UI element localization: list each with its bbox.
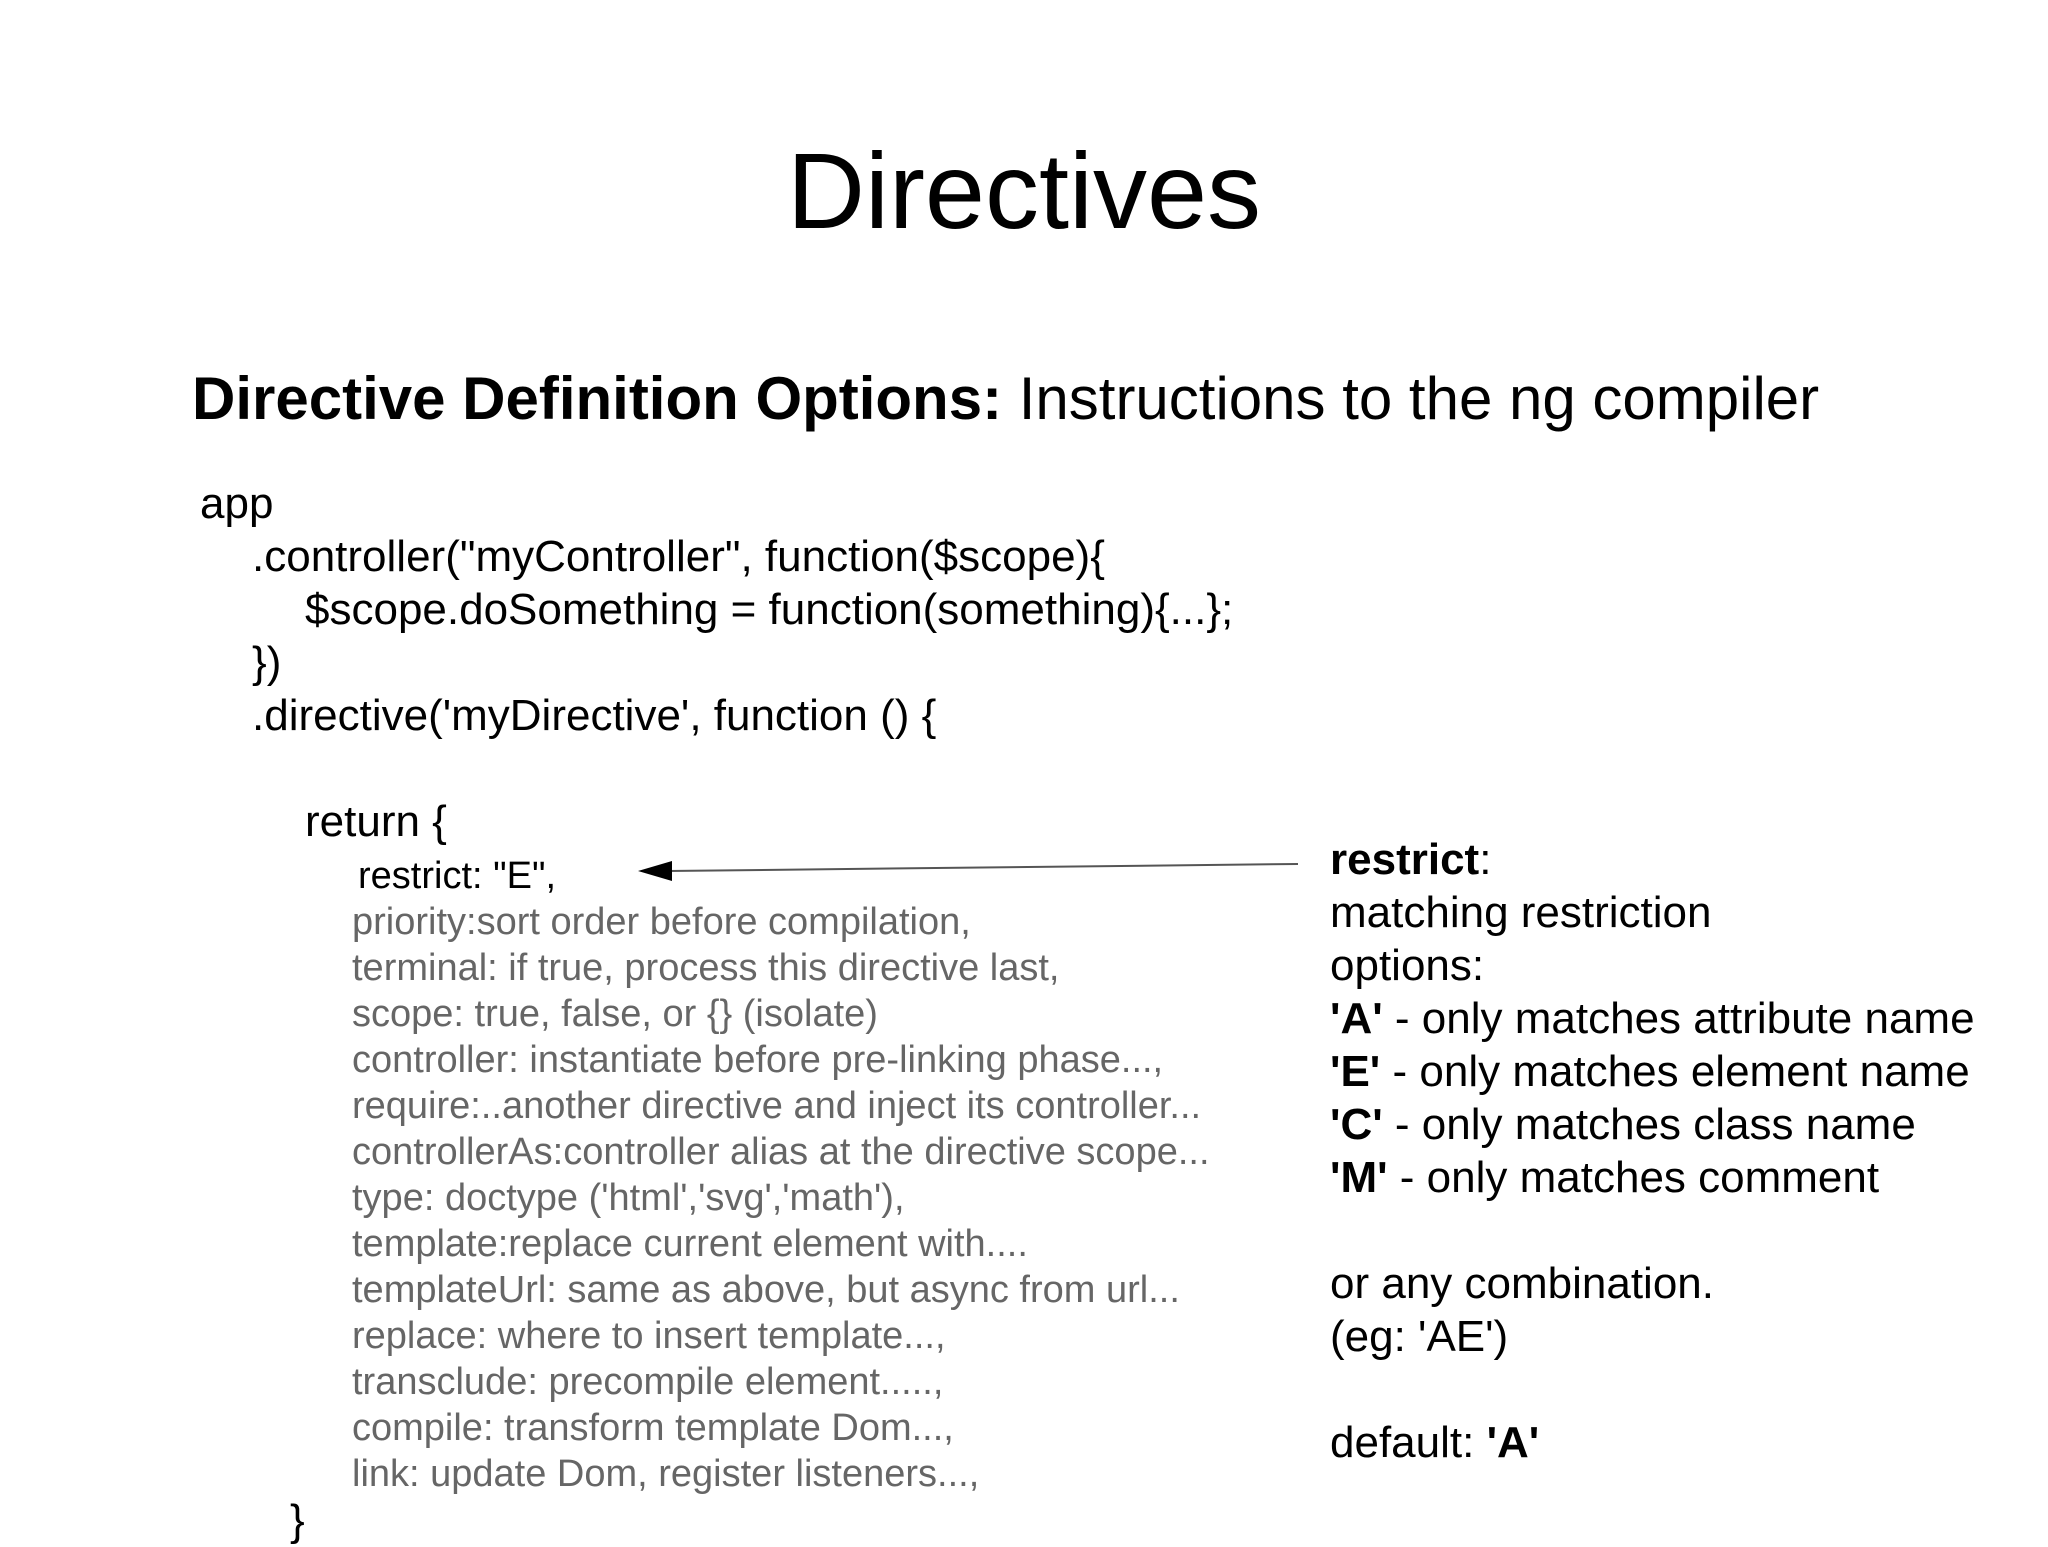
option-restrict: restrict: "E", <box>358 855 556 897</box>
option-require: require:..another directive and inject its controller... <box>352 1085 1202 1127</box>
code-line-directive: .directive('myDirective', function () { <box>252 691 937 740</box>
option-compile: compile: transform template Dom..., <box>352 1407 954 1449</box>
code-line-controller: .controller("myController", function($scope){ <box>252 532 1105 581</box>
note-heading: restrict: <box>1330 835 1492 884</box>
note-item-e: 'E' - only matches element name <box>1330 1047 1970 1096</box>
code-line-close-controller: }) <box>252 638 282 687</box>
subtitle-bold: Directive Definition Options: <box>192 365 1003 432</box>
slide-title: Directives <box>786 130 1262 251</box>
arrow-head-icon <box>638 861 672 881</box>
option-scope: scope: true, false, or {} (isolate) <box>352 993 878 1035</box>
note-line-2: options: <box>1330 941 1485 990</box>
subtitle-rest: Instructions to the ng compiler <box>1002 365 1820 432</box>
note-combo-1: or any combination. <box>1330 1259 1714 1308</box>
option-replace: replace: where to insert template..., <box>352 1315 946 1357</box>
note-item-m: 'M' - only matches comment <box>1330 1153 1880 1202</box>
option-terminal: terminal: if true, process this directive last, <box>352 947 1060 989</box>
option-priority: priority:sort order before compilation, <box>352 901 971 943</box>
option-controller: controller: instantiate before pre-linking phase..., <box>352 1039 1164 1081</box>
note-item-a: 'A' - only matches attribute name <box>1330 994 1975 1043</box>
note-default: default: 'A' <box>1330 1418 1540 1467</box>
option-type: type: doctype ('html','svg','math'), <box>352 1177 905 1219</box>
code-line-scope-fn: $scope.doSomething = function(something){...}; <box>305 585 1234 634</box>
option-link: link: update Dom, register listeners..., <box>352 1453 980 1495</box>
arrow-line <box>668 864 1298 871</box>
note-combo-2: (eg: 'AE') <box>1330 1312 1509 1361</box>
note-item-c: 'C' - only matches class name <box>1330 1100 1916 1149</box>
code-line-app: app <box>200 479 274 528</box>
option-controllerAs: controllerAs:controller alias at the directive scope... <box>352 1131 1210 1173</box>
option-transclude: transclude: precompile element....., <box>352 1361 944 1403</box>
note-line-1: matching restriction <box>1330 888 1712 937</box>
code-line-close-brace: } <box>290 1496 305 1545</box>
option-template: template:replace current element with.... <box>352 1223 1028 1265</box>
code-line-return: return { <box>305 797 447 846</box>
option-templateUrl: templateUrl: same as above, but async from url... <box>352 1269 1180 1311</box>
